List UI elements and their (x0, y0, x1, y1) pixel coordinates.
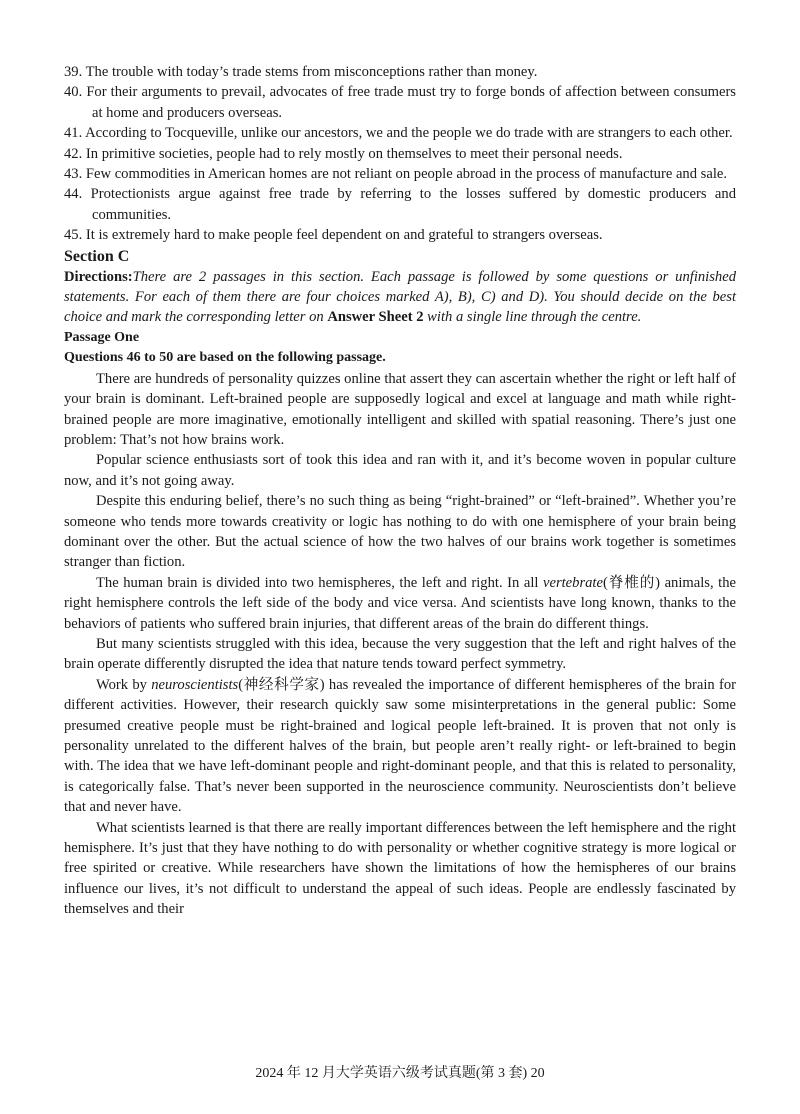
statement-text: According to Tocqueville, unlike our ancestors, we and the people we do trade with are strangers to each other. (85, 125, 733, 142)
statement-number: 42. (64, 145, 83, 162)
directions-label: Directions: (64, 268, 133, 285)
statement-item (64, 82, 736, 123)
statement-item (64, 164, 736, 184)
statement-text: For their arguments to prevail, advocates of free trade must try to forge bonds of affection between consumers at home and producers overseas. (86, 84, 736, 121)
passage-paragraph: There are hundreds of personality quizzes online that assert they can ascertain whether the right or left half of your brain is dominant. Left-brained people are supposedly logical and excel at language and math while right-brained people are more imaginative, emotionally intelligent and skilled with spatial reasoning. There’s just one problem: That’s not how brains work. (64, 370, 736, 448)
statement-number: 44. (64, 186, 83, 203)
statement-number: 41. (64, 125, 83, 142)
statement-item (64, 184, 736, 225)
passage-intro: Questions 46 to 50 are based on the following passage. (64, 350, 386, 366)
exam-page (64, 62, 736, 920)
passage-paragraph: But many scientists struggled with this idea, because the very suggestion that the left and right halves of the brain operate differently disrupted the idea that nature tends toward perfect symmetry. (64, 635, 736, 673)
statement-text: It is extremely hard to make people feel dependent on and grateful to strangers overseas. (85, 227, 603, 244)
passage-paragraph: Popular science enthusiasts sort of took this idea and ran with it, and it’s become woven in popular culture now, and it’s not going away. (64, 452, 736, 489)
statement-text: Protectionists argue against free trade by referring to the losses suffered by domestic producers and communities. (90, 186, 736, 223)
statement-text: The trouble with today’s trade stems from misconceptions rather than money. (85, 64, 538, 80)
passage-paragraph: Work by neuroscientists(神经科学家) has revealed the importance of different hemispheres of the brain for different activities. However, their research quickly saw some misinterpretations in the general public: Some presumed creative people must be right-brained and logical people left-brained. It is proven that not only is personality unrelated to the different halves of the brain, but people aren’t really right- or left-brained to begin with. The idea that we have left-dominant people and right-dominant people, and that this is related to personality, is categorically false. That’s never been supported in the neuroscience community. Neuroscientists don’t believe that and never have. (64, 676, 737, 816)
directions: Directions:There are 2 passages in this section. Each passage is followed by some questions or unfinished statements. For each of them there are four choices marked A), B), C) and D). You should decide on the best choice and mark the corresponding letter on Answer Sheet 2 with a single line through the centre. (64, 268, 736, 326)
statement-list (64, 62, 736, 246)
passage-title: Passage One (64, 329, 140, 345)
page-footer: 2024 年 12 月大学英语六级考试真题(第 3 套) 20 (255, 1066, 545, 1081)
statement-text: In primitive societies, people had to rely mostly on themselves to meet their personal needs. (85, 145, 623, 162)
statement-item (64, 123, 736, 143)
section-title: Section C (64, 247, 130, 265)
glossary-term: neuroscientists (151, 676, 239, 693)
passage-paragraph: The human brain is divided into two hemispheres, the left and right. In all vertebrate(脊椎的) animals, the right hemisphere controls the left side of the body and vice versa. And scientists have long known, thanks to the behaviors of patients who suffered brain injuries, that different areas of the brain do different things. (64, 574, 736, 632)
statement-number: 40. (64, 84, 83, 101)
statement-number: 43. (64, 166, 83, 183)
statement-item (64, 225, 736, 245)
statement-item (64, 62, 736, 82)
statement-number: 39. (64, 64, 83, 80)
statement-item (64, 144, 736, 164)
statement-text: Few commodities in American homes are not reliant on people abroad in the process of manufacture and sale. (85, 166, 728, 183)
statement-number: 45. (64, 227, 83, 244)
passage-paragraph: What scientists learned is that there are really important differences between the left hemisphere and the right hemisphere. It’s just that they have nothing to do with personality or whether cognitive strategy is more logical or free spirited or creative. While researchers have shown the limitations of how the hemispheres of our brains influence our lives, it’s not difficult to understand the appeal of such ideas. People are endlessly fascinated by themselves and their (64, 819, 736, 918)
glossary-term: vertebrate (542, 574, 603, 591)
passage-paragraph: Despite this enduring belief, there’s no such thing as being “right-brained” or “left-brained”. Whether you’re someone who tends more towards creativity or logic has nothing to do with one hemisphere of your brain being dominant over the other. But the actual science of how the two halves of our brains work together is sometimes stranger than fiction. (64, 493, 736, 571)
passage-body (64, 369, 736, 920)
